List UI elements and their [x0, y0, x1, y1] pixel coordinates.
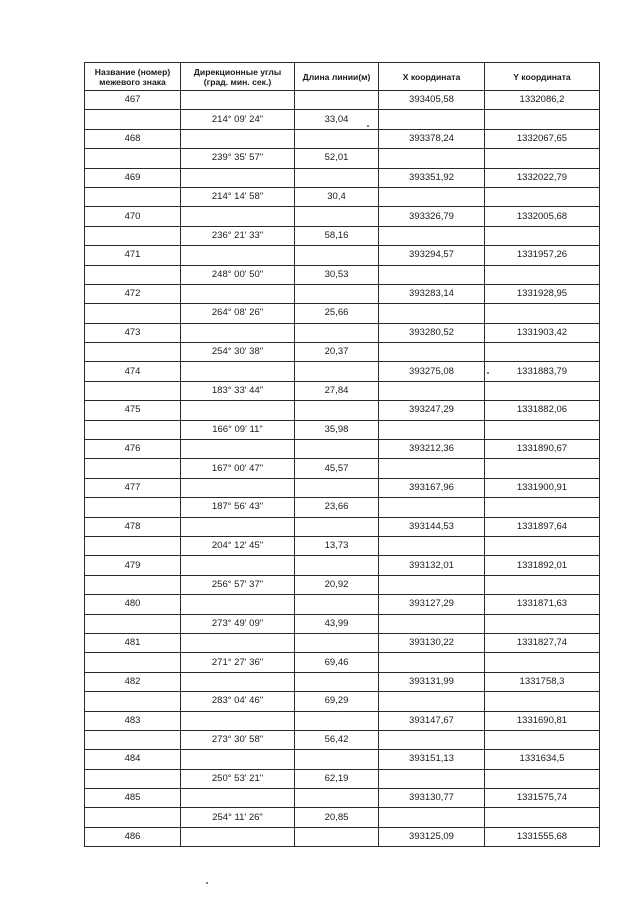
mark-name-cell — [85, 343, 181, 362]
direction-angle-cell — [181, 478, 295, 497]
y-coordinate-cell — [485, 149, 600, 168]
mark-name-cell — [85, 536, 181, 555]
direction-angle-cell — [181, 672, 295, 691]
header-mark-name: Название (номер) межевого знака — [85, 63, 181, 91]
line-row — [85, 692, 600, 711]
line-row — [85, 769, 600, 788]
line-length-cell — [295, 556, 379, 575]
direction-angle-cell: 248° 00' 50" — [181, 265, 295, 284]
direction-angle-cell — [181, 711, 295, 730]
line-length-cell: 43,99 — [295, 614, 379, 633]
x-coordinate-cell: 393378,24 — [379, 129, 485, 148]
line-length-cell: 20,37 — [295, 343, 379, 362]
line-length-cell: 58,16 — [295, 226, 379, 245]
point-row — [85, 129, 600, 148]
x-coordinate-cell: 393151,13 — [379, 750, 485, 769]
x-coordinate-cell — [379, 769, 485, 788]
mark-name-cell: 477 — [85, 478, 181, 497]
direction-angle-cell: 273° 49' 09" — [181, 614, 295, 633]
mark-name-cell — [85, 381, 181, 400]
scan-speck — [487, 372, 489, 374]
direction-angle-cell: 204° 12' 45" — [181, 536, 295, 555]
line-length-cell — [295, 323, 379, 342]
direction-angle-cell: 264° 08' 26" — [181, 304, 295, 323]
x-coordinate-cell: 393167,96 — [379, 478, 485, 497]
line-row — [85, 575, 600, 594]
line-length-cell — [295, 401, 379, 420]
mark-name-cell — [85, 226, 181, 245]
y-coordinate-cell — [485, 459, 600, 478]
mark-name-cell: 467 — [85, 91, 181, 110]
mark-name-cell: 486 — [85, 827, 181, 846]
mark-name-cell — [85, 730, 181, 749]
y-coordinate-cell — [485, 304, 600, 323]
header-direction-angle: Дирекционные углы (град. мин. сек.) — [181, 63, 295, 91]
y-coordinate-cell — [485, 614, 600, 633]
mark-name-cell — [85, 149, 181, 168]
y-coordinate-cell: 1331555,68 — [485, 827, 600, 846]
x-coordinate-cell: 393125,09 — [379, 827, 485, 846]
y-coordinate-cell — [485, 343, 600, 362]
mark-name-cell — [85, 420, 181, 439]
line-length-cell: 52,01 — [295, 149, 379, 168]
direction-angle-cell — [181, 129, 295, 148]
y-coordinate-cell — [485, 692, 600, 711]
line-length-cell — [295, 91, 379, 110]
x-coordinate-cell: 393127,29 — [379, 595, 485, 614]
line-row — [85, 343, 600, 362]
line-length-cell — [295, 362, 379, 381]
table-body — [85, 91, 600, 847]
y-coordinate-cell: 1331575,74 — [485, 789, 600, 808]
line-length-cell — [295, 517, 379, 536]
point-row — [85, 672, 600, 691]
line-row — [85, 381, 600, 400]
scan-speck — [367, 125, 369, 127]
line-length-cell: 23,66 — [295, 498, 379, 517]
direction-angle-cell — [181, 556, 295, 575]
point-row — [85, 362, 600, 381]
line-length-cell — [295, 440, 379, 459]
x-coordinate-cell — [379, 226, 485, 245]
x-coordinate-cell: 393144,53 — [379, 517, 485, 536]
y-coordinate-cell — [485, 226, 600, 245]
mark-name-cell — [85, 653, 181, 672]
x-coordinate-cell — [379, 265, 485, 284]
mark-name-cell — [85, 498, 181, 517]
direction-angle-cell: 183° 33' 44" — [181, 381, 295, 400]
x-coordinate-cell: 393247,29 — [379, 401, 485, 420]
y-coordinate-cell: 1332005,68 — [485, 207, 600, 226]
y-coordinate-cell: 1331892,01 — [485, 556, 600, 575]
direction-angle-cell: 239° 35' 57" — [181, 149, 295, 168]
mark-name-cell — [85, 304, 181, 323]
line-length-cell: 69,46 — [295, 653, 379, 672]
y-coordinate-cell: 1331758,3 — [485, 672, 600, 691]
mark-name-cell: 481 — [85, 633, 181, 652]
line-row — [85, 304, 600, 323]
line-row — [85, 498, 600, 517]
y-coordinate-cell: 1331634,5 — [485, 750, 600, 769]
y-coordinate-cell: 1331903,42 — [485, 323, 600, 342]
point-row — [85, 207, 600, 226]
direction-angle-cell — [181, 207, 295, 226]
mark-name-cell: 469 — [85, 168, 181, 187]
point-row — [85, 595, 600, 614]
mark-name-cell: 480 — [85, 595, 181, 614]
line-length-cell: 30,53 — [295, 265, 379, 284]
y-coordinate-cell — [485, 187, 600, 206]
y-coordinate-cell: 1331690,81 — [485, 711, 600, 730]
mark-name-cell: 468 — [85, 129, 181, 148]
y-coordinate-cell — [485, 653, 600, 672]
header-line-length: Длина линии(м) — [295, 63, 379, 91]
y-coordinate-cell: 1331827,74 — [485, 633, 600, 652]
direction-angle-cell — [181, 246, 295, 265]
line-row — [85, 459, 600, 478]
line-row — [85, 614, 600, 633]
x-coordinate-cell: 393147,67 — [379, 711, 485, 730]
direction-angle-cell: 271° 27' 36" — [181, 653, 295, 672]
direction-angle-cell: 167° 00' 47" — [181, 459, 295, 478]
x-coordinate-cell — [379, 536, 485, 555]
y-coordinate-cell — [485, 536, 600, 555]
line-length-cell — [295, 633, 379, 652]
x-coordinate-cell: 393275,08 — [379, 362, 485, 381]
line-length-cell: 35,98 — [295, 420, 379, 439]
y-coordinate-cell: 1331957,26 — [485, 246, 600, 265]
mark-name-cell — [85, 692, 181, 711]
direction-angle-cell — [181, 595, 295, 614]
line-length-cell — [295, 207, 379, 226]
mark-name-cell: 483 — [85, 711, 181, 730]
direction-angle-cell — [181, 284, 295, 303]
x-coordinate-cell — [379, 343, 485, 362]
mark-name-cell: 471 — [85, 246, 181, 265]
line-length-cell: 27,84 — [295, 381, 379, 400]
line-length-cell — [295, 284, 379, 303]
line-row — [85, 653, 600, 672]
y-coordinate-cell: 1331897,64 — [485, 517, 600, 536]
direction-angle-cell: 214° 14' 58" — [181, 187, 295, 206]
line-length-cell — [295, 478, 379, 497]
mark-name-cell: 482 — [85, 672, 181, 691]
line-row — [85, 110, 600, 129]
line-length-cell: 20,92 — [295, 575, 379, 594]
x-coordinate-cell: 393131,99 — [379, 672, 485, 691]
mark-name-cell: 470 — [85, 207, 181, 226]
line-length-cell — [295, 827, 379, 846]
y-coordinate-cell — [485, 110, 600, 129]
mark-name-cell — [85, 769, 181, 788]
y-coordinate-cell: 1332086,2 — [485, 91, 600, 110]
direction-angle-cell — [181, 789, 295, 808]
point-row — [85, 168, 600, 187]
point-row — [85, 91, 600, 110]
direction-angle-cell — [181, 750, 295, 769]
line-row — [85, 536, 600, 555]
header-x-coordinate: X координата — [379, 63, 485, 91]
mark-name-cell: 479 — [85, 556, 181, 575]
point-row — [85, 827, 600, 846]
direction-angle-cell — [181, 362, 295, 381]
line-length-cell: 56,42 — [295, 730, 379, 749]
line-length-cell — [295, 789, 379, 808]
point-row — [85, 284, 600, 303]
point-row — [85, 478, 600, 497]
direction-angle-cell — [181, 401, 295, 420]
direction-angle-cell — [181, 827, 295, 846]
boundary-coordinates-table — [84, 62, 600, 847]
mark-name-cell — [85, 808, 181, 827]
y-coordinate-cell: 1331900,91 — [485, 478, 600, 497]
direction-angle-cell: 254° 30' 38" — [181, 343, 295, 362]
line-length-cell — [295, 595, 379, 614]
line-row — [85, 226, 600, 245]
y-coordinate-cell — [485, 265, 600, 284]
mark-name-cell — [85, 575, 181, 594]
line-row — [85, 420, 600, 439]
y-coordinate-cell: 1332067,65 — [485, 129, 600, 148]
x-coordinate-cell — [379, 498, 485, 517]
direction-angle-cell — [181, 323, 295, 342]
mark-name-cell: 472 — [85, 284, 181, 303]
y-coordinate-cell — [485, 769, 600, 788]
point-row — [85, 556, 600, 575]
line-row — [85, 730, 600, 749]
line-row — [85, 808, 600, 827]
point-row — [85, 401, 600, 420]
direction-angle-cell: 273° 30' 58" — [181, 730, 295, 749]
y-coordinate-cell: 1331890,67 — [485, 440, 600, 459]
direction-angle-cell — [181, 517, 295, 536]
line-row — [85, 265, 600, 284]
x-coordinate-cell — [379, 381, 485, 400]
x-coordinate-cell: 393283,14 — [379, 284, 485, 303]
x-coordinate-cell: 393405,58 — [379, 91, 485, 110]
x-coordinate-cell: 393294,57 — [379, 246, 485, 265]
y-coordinate-cell — [485, 381, 600, 400]
y-coordinate-cell — [485, 808, 600, 827]
direction-angle-cell — [181, 168, 295, 187]
direction-angle-cell — [181, 91, 295, 110]
direction-angle-cell — [181, 633, 295, 652]
mark-name-cell — [85, 459, 181, 478]
x-coordinate-cell — [379, 110, 485, 129]
line-row — [85, 187, 600, 206]
line-length-cell: 33,04 — [295, 110, 379, 129]
point-row — [85, 440, 600, 459]
line-length-cell: 13,73 — [295, 536, 379, 555]
mark-name-cell: 475 — [85, 401, 181, 420]
line-length-cell: 30,4 — [295, 187, 379, 206]
mark-name-cell: 484 — [85, 750, 181, 769]
y-coordinate-cell — [485, 420, 600, 439]
y-coordinate-cell: 1331871,63 — [485, 595, 600, 614]
mark-name-cell: 476 — [85, 440, 181, 459]
x-coordinate-cell: 393280,52 — [379, 323, 485, 342]
mark-name-cell — [85, 187, 181, 206]
direction-angle-cell: 283° 04' 46" — [181, 692, 295, 711]
direction-angle-cell: 236° 21' 33" — [181, 226, 295, 245]
line-length-cell — [295, 750, 379, 769]
y-coordinate-cell: 1332022,79 — [485, 168, 600, 187]
y-coordinate-cell: 1331928,95 — [485, 284, 600, 303]
x-coordinate-cell — [379, 808, 485, 827]
mark-name-cell: 473 — [85, 323, 181, 342]
mark-name-cell — [85, 614, 181, 633]
direction-angle-cell: 166° 09' 11" — [181, 420, 295, 439]
direction-angle-cell: 250° 53' 21" — [181, 769, 295, 788]
header-y-coordinate: Y координата — [485, 63, 600, 91]
x-coordinate-cell — [379, 575, 485, 594]
point-row — [85, 246, 600, 265]
line-length-cell: 69,29 — [295, 692, 379, 711]
line-length-cell: 45,57 — [295, 459, 379, 478]
x-coordinate-cell — [379, 149, 485, 168]
mark-name-cell: 478 — [85, 517, 181, 536]
mark-name-cell — [85, 110, 181, 129]
line-length-cell — [295, 711, 379, 730]
x-coordinate-cell — [379, 420, 485, 439]
mark-name-cell — [85, 265, 181, 284]
mark-name-cell: 474 — [85, 362, 181, 381]
line-length-cell — [295, 672, 379, 691]
point-row — [85, 633, 600, 652]
x-coordinate-cell — [379, 653, 485, 672]
direction-angle-cell: 214° 09' 24" — [181, 110, 295, 129]
y-coordinate-cell — [485, 730, 600, 749]
y-coordinate-cell: 1331883,79 — [485, 362, 600, 381]
x-coordinate-cell: 393130,22 — [379, 633, 485, 652]
line-length-cell: 20,85 — [295, 808, 379, 827]
line-length-cell: 62,19 — [295, 769, 379, 788]
scan-speck — [206, 882, 208, 884]
line-row — [85, 149, 600, 168]
point-row — [85, 711, 600, 730]
x-coordinate-cell — [379, 459, 485, 478]
y-coordinate-cell — [485, 498, 600, 517]
table-header-row — [85, 63, 600, 91]
point-row — [85, 517, 600, 536]
point-row — [85, 789, 600, 808]
x-coordinate-cell: 393212,36 — [379, 440, 485, 459]
mark-name-cell: 485 — [85, 789, 181, 808]
x-coordinate-cell: 393130,77 — [379, 789, 485, 808]
line-length-cell — [295, 129, 379, 148]
x-coordinate-cell — [379, 692, 485, 711]
x-coordinate-cell — [379, 614, 485, 633]
x-coordinate-cell: 393132,01 — [379, 556, 485, 575]
point-row — [85, 323, 600, 342]
line-length-cell — [295, 246, 379, 265]
direction-angle-cell: 256° 57' 37" — [181, 575, 295, 594]
x-coordinate-cell: 393326,79 — [379, 207, 485, 226]
y-coordinate-cell — [485, 575, 600, 594]
point-row — [85, 750, 600, 769]
direction-angle-cell — [181, 440, 295, 459]
line-length-cell: 25,66 — [295, 304, 379, 323]
line-length-cell — [295, 168, 379, 187]
x-coordinate-cell — [379, 730, 485, 749]
direction-angle-cell: 254° 11' 26" — [181, 808, 295, 827]
y-coordinate-cell: 1331882,06 — [485, 401, 600, 420]
x-coordinate-cell: 393351,92 — [379, 168, 485, 187]
direction-angle-cell: 187° 56' 43" — [181, 498, 295, 517]
x-coordinate-cell — [379, 304, 485, 323]
x-coordinate-cell — [379, 187, 485, 206]
